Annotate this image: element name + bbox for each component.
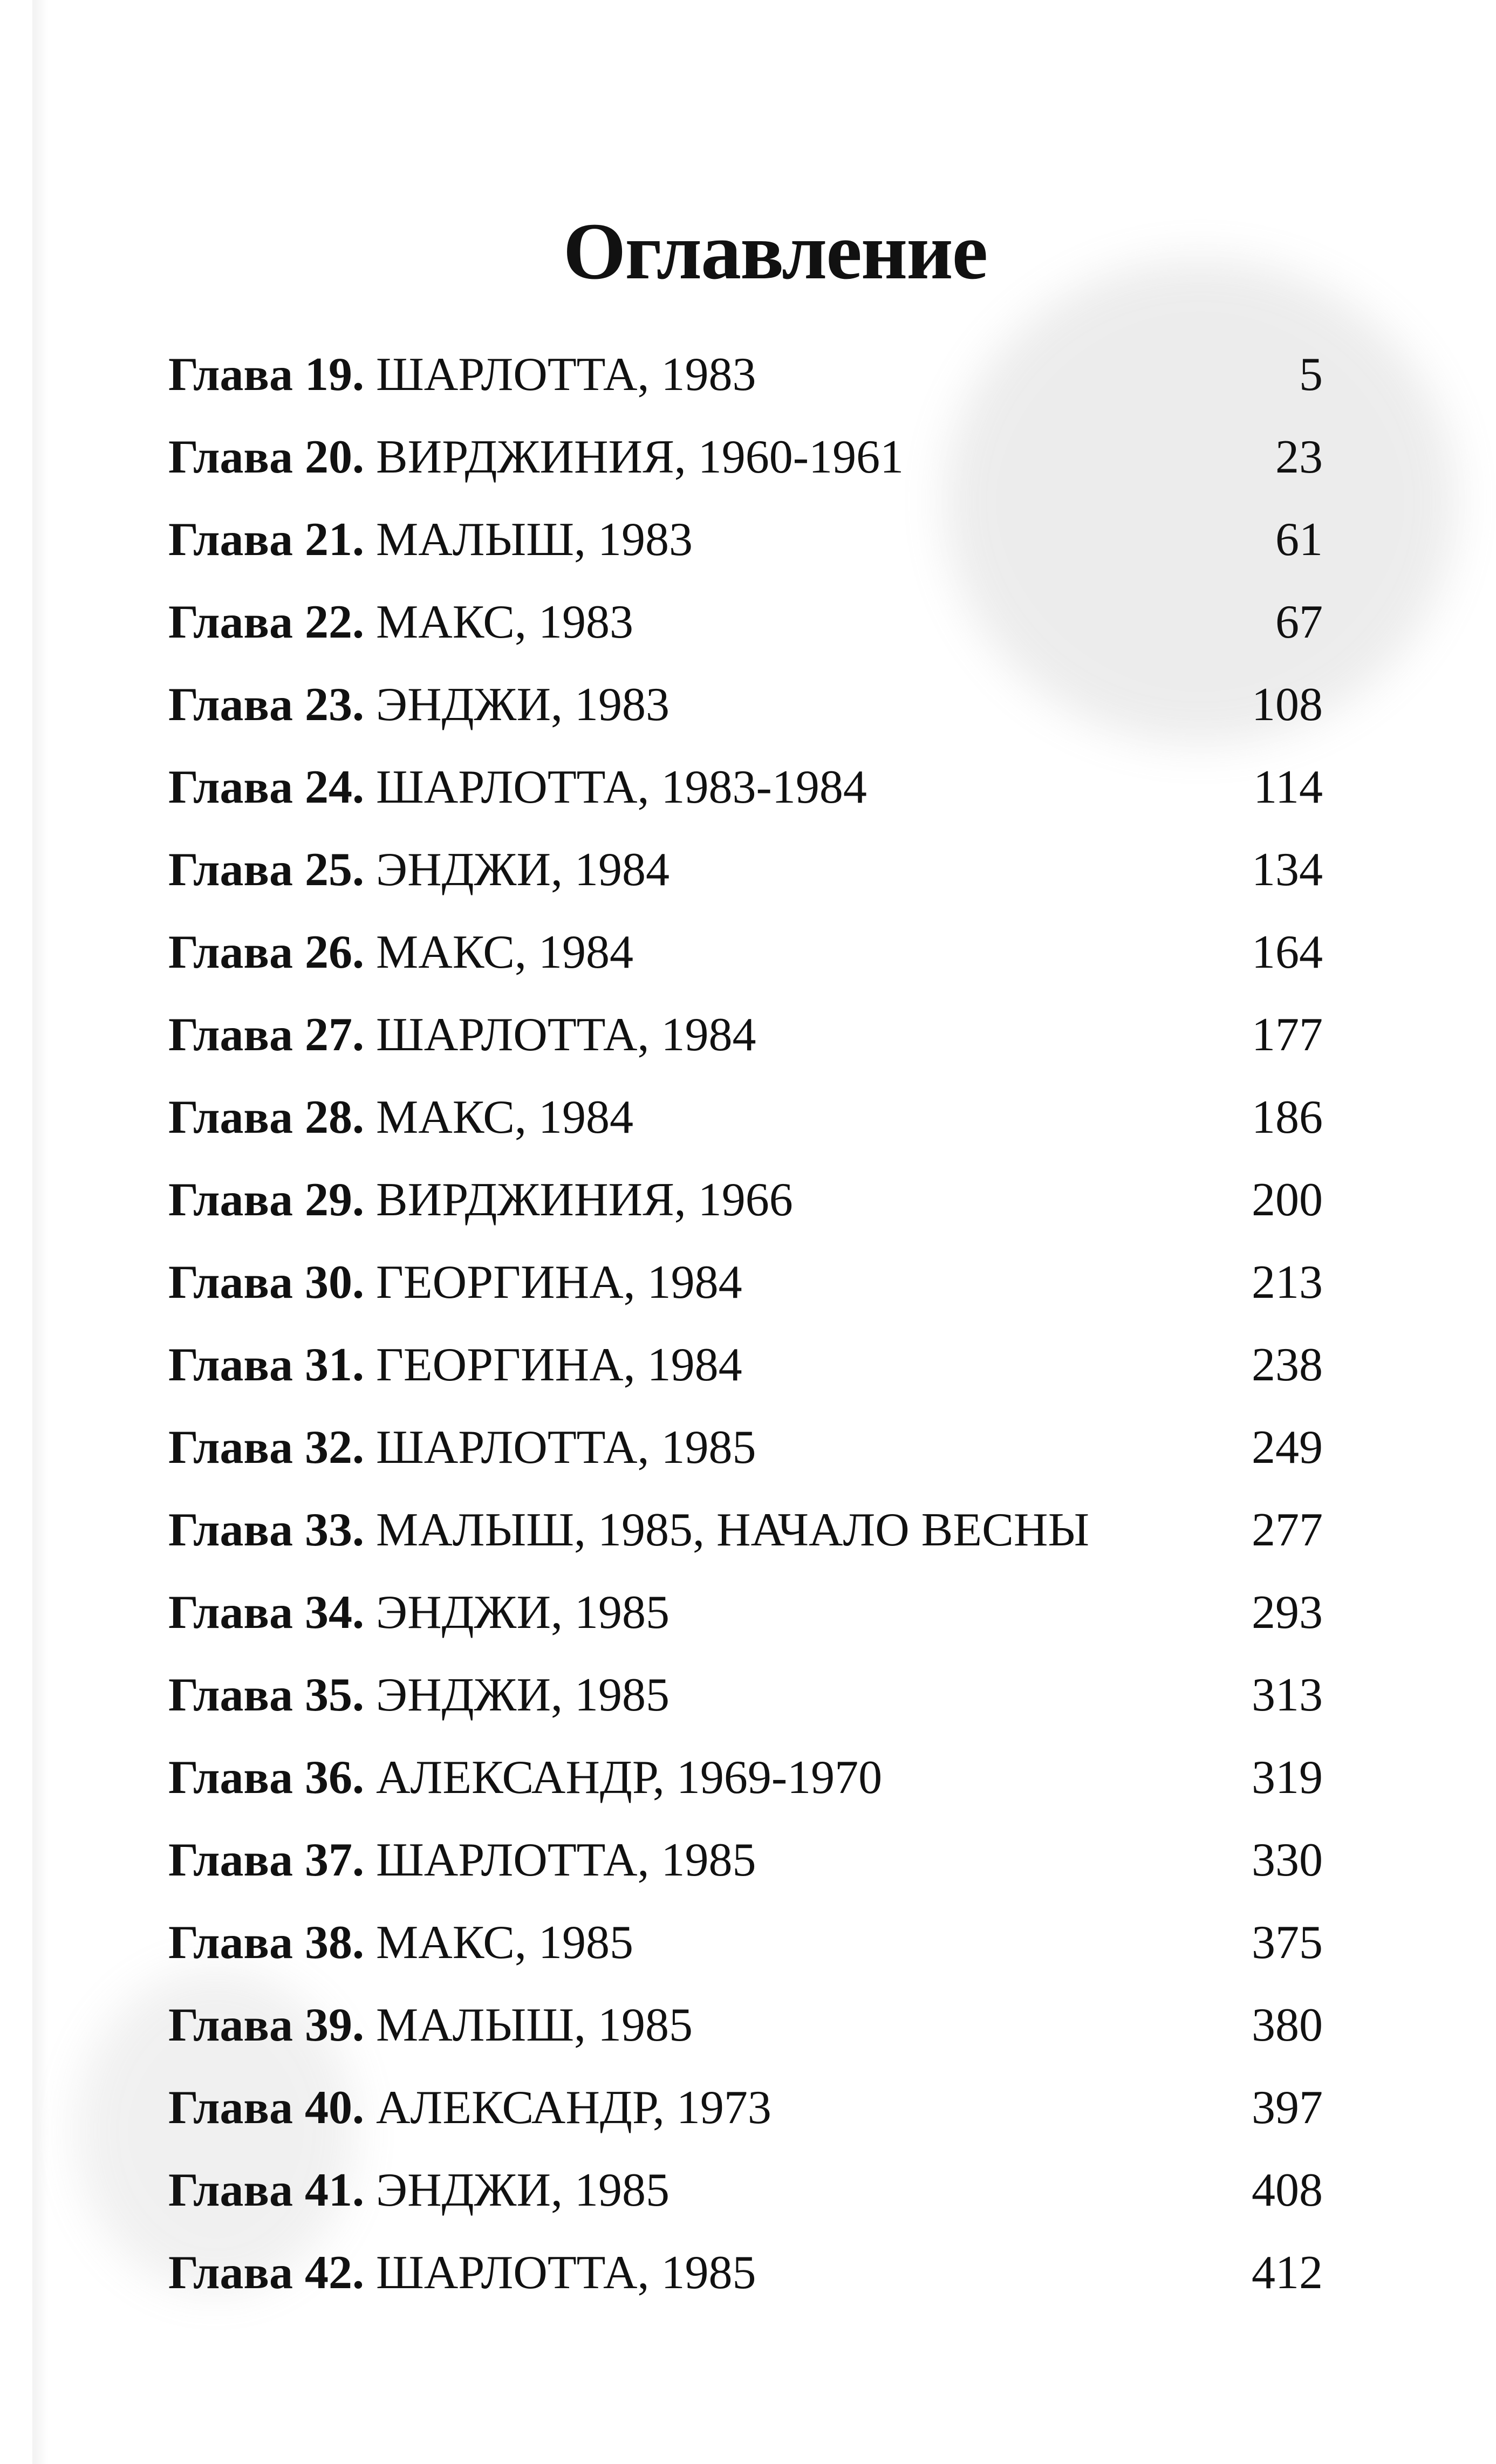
toc-entry: [168, 1256, 1323, 1338]
chapter-title: МАЛЫШ, 1983: [375, 514, 693, 566]
page-number: 319: [1252, 1751, 1323, 1804]
page-number: 408: [1252, 2164, 1323, 2216]
chapter-label: Глава: [168, 596, 293, 648]
chapter-label: Глава: [168, 1339, 293, 1391]
chapter-title: МАЛЫШ, 1985: [375, 1999, 693, 2051]
chapter-title: МАКС, 1985: [375, 1917, 633, 1969]
chapter-label: Глава: [168, 761, 293, 813]
chapter-label: Глава: [168, 348, 293, 401]
chapter-title: ЭНДЖИ, 1985: [375, 2164, 670, 2216]
page-number: 213: [1252, 1256, 1323, 1309]
chapter-title: ШАРЛОТТА, 1983: [375, 348, 756, 401]
page-number: 108: [1252, 679, 1323, 731]
chapter-label: Глава: [168, 1256, 293, 1309]
page-number: 177: [1252, 1009, 1323, 1061]
chapter-number: 19.: [304, 348, 364, 401]
toc-entry: [168, 1091, 1323, 1173]
chapter-number: 29.: [304, 1174, 364, 1226]
chapter-title: ЭНДЖИ, 1984: [375, 844, 670, 896]
chapter-number: 25.: [304, 844, 364, 896]
chapter-number: 21.: [304, 514, 364, 566]
chapter-number: 27.: [304, 1009, 364, 1061]
toc-entry: [168, 2164, 1323, 2246]
page-number: 313: [1252, 1669, 1323, 1721]
chapter-number: 40.: [304, 2082, 364, 2134]
toc-entry: [168, 1503, 1323, 1586]
chapter-number: 37.: [304, 1834, 364, 1886]
chapter-title: ЭНДЖИ, 1983: [375, 679, 670, 731]
chapter-title: ШАРЛОТТА, 1985: [375, 1421, 756, 1474]
chapter-number: 36.: [304, 1751, 364, 1804]
chapter-number: 31.: [304, 1339, 364, 1391]
page-number: 5: [1299, 348, 1323, 401]
page-title: Оглавление: [563, 207, 987, 296]
chapter-title: МАЛЫШ, 1985, НАЧАЛО ВЕСНЫ: [375, 1504, 1090, 1556]
toc-entry: [168, 926, 1323, 1008]
page-number: 330: [1252, 1834, 1323, 1886]
chapter-label: Глава: [168, 1917, 293, 1969]
chapter-label: Глава: [168, 2082, 293, 2134]
chapter-title: МАКС, 1984: [375, 1091, 633, 1144]
chapter-number: 38.: [304, 1917, 364, 1969]
page-number: 134: [1252, 844, 1323, 896]
page-number: 67: [1275, 596, 1323, 648]
chapter-label: Глава: [168, 679, 293, 731]
chapter-number: 41.: [304, 2164, 364, 2216]
chapter-number: 32.: [304, 1421, 364, 1474]
chapter-number: 34.: [304, 1586, 364, 1639]
page-edge-shadow: [32, 0, 49, 2464]
chapter-number: 26.: [304, 926, 364, 978]
chapter-label: Глава: [168, 1091, 293, 1144]
chapter-title: ШАРЛОТТА, 1984: [375, 1009, 756, 1061]
chapter-label: Глава: [168, 1504, 293, 1556]
toc-entry: [168, 843, 1323, 926]
chapter-title: ГЕОРГИНА, 1984: [375, 1256, 742, 1309]
page-number: 397: [1252, 2082, 1323, 2134]
toc-entry: [168, 761, 1323, 843]
toc-entry: [168, 1668, 1323, 1751]
chapter-number: 24.: [304, 761, 364, 813]
toc-entry: [168, 596, 1323, 678]
chapter-label: Глава: [168, 1834, 293, 1886]
chapter-title: ВИРДЖИНИЯ, 1960-1961: [375, 431, 904, 483]
chapter-label: Глава: [168, 431, 293, 483]
page-number: 277: [1252, 1504, 1323, 1556]
page-number: 186: [1252, 1091, 1323, 1144]
toc-entry: [168, 1916, 1323, 1998]
toc-entry: [168, 1008, 1323, 1091]
toc-entry: [168, 1833, 1323, 1916]
chapter-number: 23.: [304, 679, 364, 731]
chapter-label: Глава: [168, 514, 293, 566]
chapter-label: Глава: [168, 1751, 293, 1804]
chapter-label: Глава: [168, 1009, 293, 1061]
chapter-number: 30.: [304, 1256, 364, 1309]
chapter-number: 28.: [304, 1091, 364, 1144]
page-number: 380: [1252, 1999, 1323, 2051]
chapter-label: Глава: [168, 2247, 293, 2299]
chapter-number: 42.: [304, 2247, 364, 2299]
chapter-title: ВИРДЖИНИЯ, 1966: [375, 1174, 793, 1226]
page-number: 375: [1252, 1917, 1323, 1969]
chapter-title: МАКС, 1983: [375, 596, 633, 648]
chapter-label: Глава: [168, 844, 293, 896]
toc-entry: [168, 2246, 1323, 2329]
page-number: 114: [1253, 761, 1323, 813]
chapter-number: 22.: [304, 596, 364, 648]
chapter-title: ШАРЛОТТА, 1985: [375, 2247, 756, 2299]
page-number: 61: [1275, 514, 1323, 566]
page-number: 23: [1275, 431, 1323, 483]
toc-entry: [168, 513, 1323, 596]
chapter-label: Глава: [168, 1999, 293, 2051]
toc-entry: [168, 1421, 1323, 1503]
chapter-number: 35.: [304, 1669, 364, 1721]
page-number: 293: [1252, 1586, 1323, 1639]
toc-entry: [168, 1173, 1323, 1256]
toc-entry: [168, 348, 1323, 430]
toc-entry: [168, 1998, 1323, 2081]
chapter-number: 33.: [304, 1504, 364, 1556]
toc-entry: [168, 430, 1323, 513]
page-number: 238: [1252, 1339, 1323, 1391]
chapter-title: АЛЕКСАНДР, 1973: [375, 2082, 771, 2134]
chapter-label: Глава: [168, 1669, 293, 1721]
chapter-title: ШАРЛОТТА, 1985: [375, 1834, 756, 1886]
chapter-label: Глава: [168, 1421, 293, 1474]
chapter-label: Глава: [168, 1586, 293, 1639]
page-number: 164: [1252, 926, 1323, 978]
chapter-title: ЭНДЖИ, 1985: [375, 1586, 670, 1639]
chapter-title: ГЕОРГИНА, 1984: [375, 1339, 742, 1391]
chapter-title: ШАРЛОТТА, 1983-1984: [375, 761, 867, 813]
table-of-contents: [168, 348, 1323, 2329]
chapter-label: Глава: [168, 926, 293, 978]
chapter-number: 20.: [304, 431, 364, 483]
toc-entry: [168, 1338, 1323, 1421]
toc-entry: [168, 2081, 1323, 2164]
page-number: 249: [1252, 1421, 1323, 1474]
chapter-label: Глава: [168, 1174, 293, 1226]
page-number: 412: [1252, 2247, 1323, 2299]
chapter-number: 39.: [304, 1999, 364, 2051]
toc-entry: [168, 678, 1323, 761]
chapter-title: АЛЕКСАНДР, 1969-1970: [375, 1751, 883, 1804]
page-number: 200: [1252, 1174, 1323, 1226]
chapter-title: ЭНДЖИ, 1985: [375, 1669, 670, 1721]
chapter-title: МАКС, 1984: [375, 926, 633, 978]
toc-entry: [168, 1586, 1323, 1668]
toc-entry: [168, 1751, 1323, 1833]
chapter-label: Глава: [168, 2164, 293, 2216]
